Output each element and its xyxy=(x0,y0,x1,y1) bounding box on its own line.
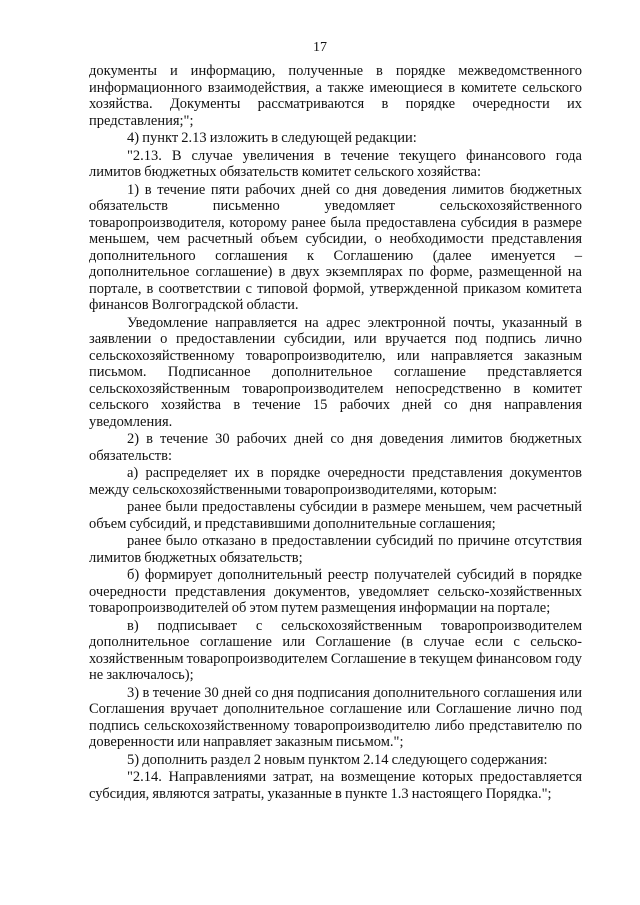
paragraph-previously-granted: ранее были предоставлены субсидии в размере меньшем, чем расчетный объем субсидий, и представившими дополнительные соглашения; xyxy=(89,499,582,532)
paragraph-subitem-1: 1) в течение пяти рабочих дней со дня доведения лимитов бюджетных обязательств письменно уведомляет сельскохозяйственного товаропроизводителя, которому ранее была предоставлена субсидия в размере меньшем, чем расчетный объем субсидии, о необходимости представления дополнительного соглашения к Соглашению (далее именуется – дополнительное соглашение) в двух экземплярах по форме, размещенной на портале, в соответствии с типовой формой, утвержденной приказом комитета финансов Волгоградской области. xyxy=(89,181,582,313)
document-body xyxy=(89,63,582,802)
paragraph-item-4: 4) пункт 2.13 изложить в следующей редакции: xyxy=(127,130,417,146)
paragraph-notification: Уведомление направляется на адрес электронной почты, указанный в заявлении о предоставлении субсидии, или вручается под подпись лично сельскохозяйственному товаропроизводителю, или направляется заказным письмом. Подписанное дополнительное соглашение представляется сельскохозяйственным товаропроизводителем непосредственно в комитет сельского хозяйства в течение 15 рабочих дней со дня направления уведомления. xyxy=(89,314,582,430)
paragraph-subitem-2b: б) формирует дополнительный реестр получателей субсидий в порядке очередности представления документов, уведомляет сельско-хозяйственных товаропроизводителей об этом путем размещения информации на портале; xyxy=(89,567,582,616)
paragraph-subitem-2a: а) распределяет их в порядке очередности представления документов между сельскохозяйственными товаропроизводителями, которым: xyxy=(89,465,582,498)
paragraph-subitem-2: 2) в течение 30 рабочих дней со дня доведения лимитов бюджетных обязательств: xyxy=(89,431,582,464)
paragraph-subitem-3: 3) в течение 30 дней со дня подписания дополнительного соглашения или Соглашения вручает дополнительное соглашение или Соглашение лично под подпись сельскохозяйственному товаропроизводителю либо представителю по доверенности или направляет заказным письмом."; xyxy=(89,684,582,750)
paragraph-clause-2-14: "2.14. Направлениями затрат, на возмещение которых предоставляется субсидия, являются затраты, указанные в пункте 1.3 настоящего Порядка."; xyxy=(89,769,582,802)
paragraph-item-5: 5) дополнить раздел 2 новым пунктом 2.14 следующего содержания: xyxy=(127,751,548,768)
paragraph-clause-2-13: "2.13. В случае увеличения в течение текущего финансового года лимитов бюджетных обязательств комитет сельского хозяйства: xyxy=(89,147,582,180)
page-number: 17 xyxy=(313,40,327,55)
paragraph-previously-refused: ранее было отказано в предоставлении субсидий по причине отсутствия лимитов бюджетных обязательств; xyxy=(89,533,582,566)
paragraph-continuation: документы и информацию, полученные в порядке межведомственного информационного взаимодействия, а также имеющиеся в комитете сельского хозяйства. Документы рассматриваются в порядке очередности их представления;"; xyxy=(89,63,582,129)
paragraph-subitem-2c: в) подписывает с сельскохозяйственным товаропроизводителем дополнительное соглашение или Соглашение (в случае если с сельско-хозяйственным товаропроизводителем Соглашение в текущем финансовом году не заключалось); xyxy=(89,617,582,683)
